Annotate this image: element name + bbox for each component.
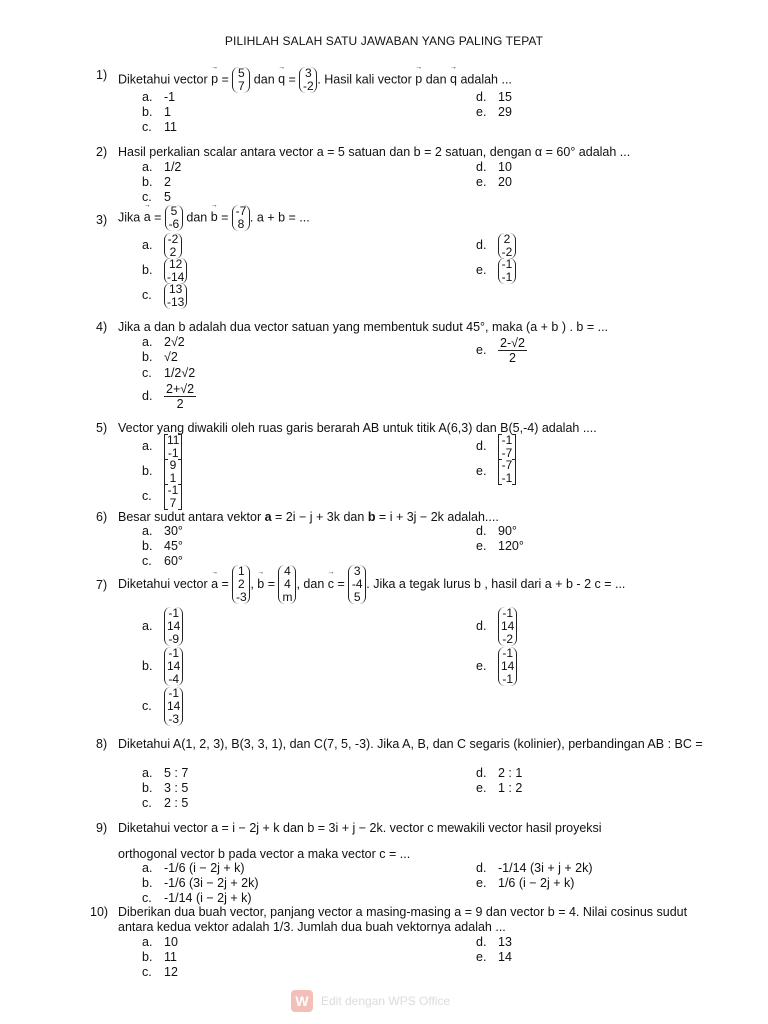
option-b[interactable]: b. -1 14 -4 bbox=[142, 647, 183, 686]
question-number: 9) bbox=[96, 821, 108, 835]
option-c[interactable]: c. 12 bbox=[142, 965, 178, 979]
option-d[interactable]: d. 13 bbox=[476, 935, 512, 949]
question-text: Jika → a = 5 -6 dan → b = -7 8 . a + b = ... bbox=[118, 202, 310, 231]
wps-logo-icon: W bbox=[291, 990, 313, 1012]
wps-watermark bbox=[291, 990, 450, 1012]
option-a[interactable]: a. -1 14 -9 bbox=[142, 607, 183, 646]
question-text: Diberikan dua buah vector, panjang vector a masing-masing a = 9 dan vector b = 4. Nilai cosinus sudut antara kedua vektor adalah 1/3. Jumlah dua buah vektornya adalah ... bbox=[118, 905, 688, 934]
question-number: 10) bbox=[90, 905, 109, 919]
option-e[interactable]: e. -7 -1 bbox=[476, 459, 516, 485]
option-b[interactable]: b. 45° bbox=[142, 539, 183, 553]
vector-a-matrix: 1 2 -3 bbox=[232, 565, 250, 604]
question-text: Diketahui vector → a = 1 2 -3 , → b = 4 4 m , dan → c = 3 -4 5 . Jika a tegak lurus b , hasil dari a + b - 2 c = ... bbox=[118, 564, 626, 604]
question-text: Besar sudut antara vektor a = 2i − j + 3k dan b = i + 3j − 2k adalah.... bbox=[118, 510, 499, 524]
option-c[interactable]: c. -1/14 (i − 2j + k) bbox=[142, 891, 252, 905]
option-d[interactable]: d. -1 14 -2 bbox=[476, 607, 517, 646]
option-c[interactable]: c. 2 : 5 bbox=[142, 796, 189, 810]
question-number: 7) bbox=[96, 578, 108, 592]
question-number: 8) bbox=[96, 737, 108, 751]
question-text-continued: orthogonal vector b pada vector a maka vector c = ... bbox=[118, 847, 411, 861]
option-d[interactable]: d. -1/14 (3i + j + 2k) bbox=[476, 861, 593, 875]
option-c[interactable]: c. -1 7 bbox=[142, 484, 182, 510]
option-a[interactable]: a. 30° bbox=[142, 524, 183, 538]
option-c[interactable]: c. -1 14 -3 bbox=[142, 687, 183, 726]
question-text: Diketahui vector → p = 5 7 dan → q = 3 -2 . Hasil kali vector → p dan → q adalah ... bbox=[118, 64, 512, 93]
page-title: PILIHLAH SALAH SATU JAWABAN YANG PALING TEPAT bbox=[224, 34, 544, 48]
option-a[interactable]: a. -1/6 (i − 2j + k) bbox=[142, 861, 245, 875]
question-number: 2) bbox=[96, 145, 108, 159]
vector-q: → q bbox=[278, 64, 286, 87]
option-d[interactable]: d. 15 bbox=[476, 90, 512, 104]
option-a[interactable]: a. -1 bbox=[142, 90, 176, 104]
option-e[interactable]: e. 120° bbox=[476, 539, 524, 553]
option-d[interactable]: d. 90° bbox=[476, 524, 517, 538]
option-b[interactable]: b. 11 bbox=[142, 950, 177, 964]
option-e[interactable]: e. 1/6 (i − 2j + k) bbox=[476, 876, 575, 890]
option-b[interactable]: b. 9 1 bbox=[142, 459, 182, 485]
option-b[interactable]: b. 2 bbox=[142, 175, 171, 189]
option-d[interactable]: d. 2 : 1 bbox=[476, 766, 523, 780]
option-d[interactable]: d. 10 bbox=[476, 160, 512, 174]
vector-a-matrix: 5 -6 bbox=[165, 205, 183, 231]
question-text: Diketahui A(1, 2, 3), B(3, 3, 1), dan C(7, 5, -3). Jika A, B, dan C segaris (kolinier), perbandingan AB : BC = bbox=[118, 737, 703, 751]
option-e[interactable]: e. -1 -1 bbox=[476, 258, 516, 284]
option-a[interactable]: a. 10 bbox=[142, 935, 178, 949]
question-text: Jika a dan b adalah dua vector satuan yang membentuk sudut 45°, maka (a + b ) . b = ... bbox=[118, 320, 609, 334]
option-e[interactable]: e. 20 bbox=[476, 175, 512, 189]
question-text: Vector yang diwakili oleh ruas garis berarah AB untuk titik A(6,3) dan B(5,-4) adalah .... bbox=[118, 421, 597, 435]
option-b[interactable]: b. 3 : 5 bbox=[142, 781, 189, 795]
option-a[interactable]: a. 11 -1 bbox=[142, 434, 182, 460]
option-a[interactable]: a. 5 : 7 bbox=[142, 766, 189, 780]
option-e[interactable]: e. $\frac{2-√2}{2}$ bbox=[476, 336, 525, 365]
option-e[interactable]: e. 1 : 2 bbox=[476, 781, 523, 795]
question-number: 3) bbox=[96, 213, 108, 227]
vector-q-matrix: 3 -2 bbox=[299, 67, 317, 93]
option-d[interactable]: d. $\frac{2+√2}{2}$ bbox=[142, 382, 195, 411]
option-e[interactable]: e. 14 bbox=[476, 950, 512, 964]
option-c[interactable]: c. 60° bbox=[142, 554, 183, 568]
question-number: 6) bbox=[96, 510, 108, 524]
option-c[interactable]: c. 1/2√2 bbox=[142, 366, 196, 380]
question-number: 4) bbox=[96, 320, 108, 334]
vector-p-matrix: 5 7 bbox=[232, 67, 250, 93]
option-b[interactable]: b. -1/6 (3i − 2j + 2k) bbox=[142, 876, 259, 890]
question-text: Diketahui vector a = i − 2j + k dan b = 3i + j − 2k. vector c mewakili vector hasil proyeksi bbox=[118, 821, 602, 835]
option-b[interactable]: b. 1 bbox=[142, 105, 171, 119]
question-number: 5) bbox=[96, 421, 108, 435]
option-a[interactable]: a. 1/2 bbox=[142, 160, 182, 174]
vector-p: → p bbox=[211, 64, 219, 87]
question-number: 1) bbox=[96, 68, 108, 82]
option-c[interactable]: c. 5 bbox=[142, 190, 171, 204]
question-text: Hasil perkalian scalar antara vector a = 5 satuan dan b = 2 satuan, dengan α = 60° adalah ... bbox=[118, 145, 631, 159]
option-e[interactable]: e. -1 14 -1 bbox=[476, 647, 517, 686]
option-b[interactable]: b. √2 bbox=[142, 350, 178, 364]
option-e[interactable]: e. 29 bbox=[476, 105, 512, 119]
option-b[interactable]: b. 12 -14 bbox=[142, 258, 187, 284]
option-d[interactable]: d. 2 -2 bbox=[476, 233, 516, 259]
option-a[interactable]: a. -2 2 bbox=[142, 233, 182, 259]
vector-b-matrix: 4 4 m bbox=[278, 565, 296, 604]
option-d[interactable]: d. -1 -7 bbox=[476, 434, 516, 460]
option-c[interactable]: c. 11 bbox=[142, 120, 177, 134]
vector-b-matrix: -7 8 bbox=[232, 205, 250, 231]
vector-c-matrix: 3 -4 5 bbox=[348, 565, 366, 604]
option-c[interactable]: c. 13 -13 bbox=[142, 283, 187, 309]
option-a[interactable]: a. 2√2 bbox=[142, 335, 185, 349]
watermark-text: Edit dengan WPS Office bbox=[321, 994, 451, 1008]
